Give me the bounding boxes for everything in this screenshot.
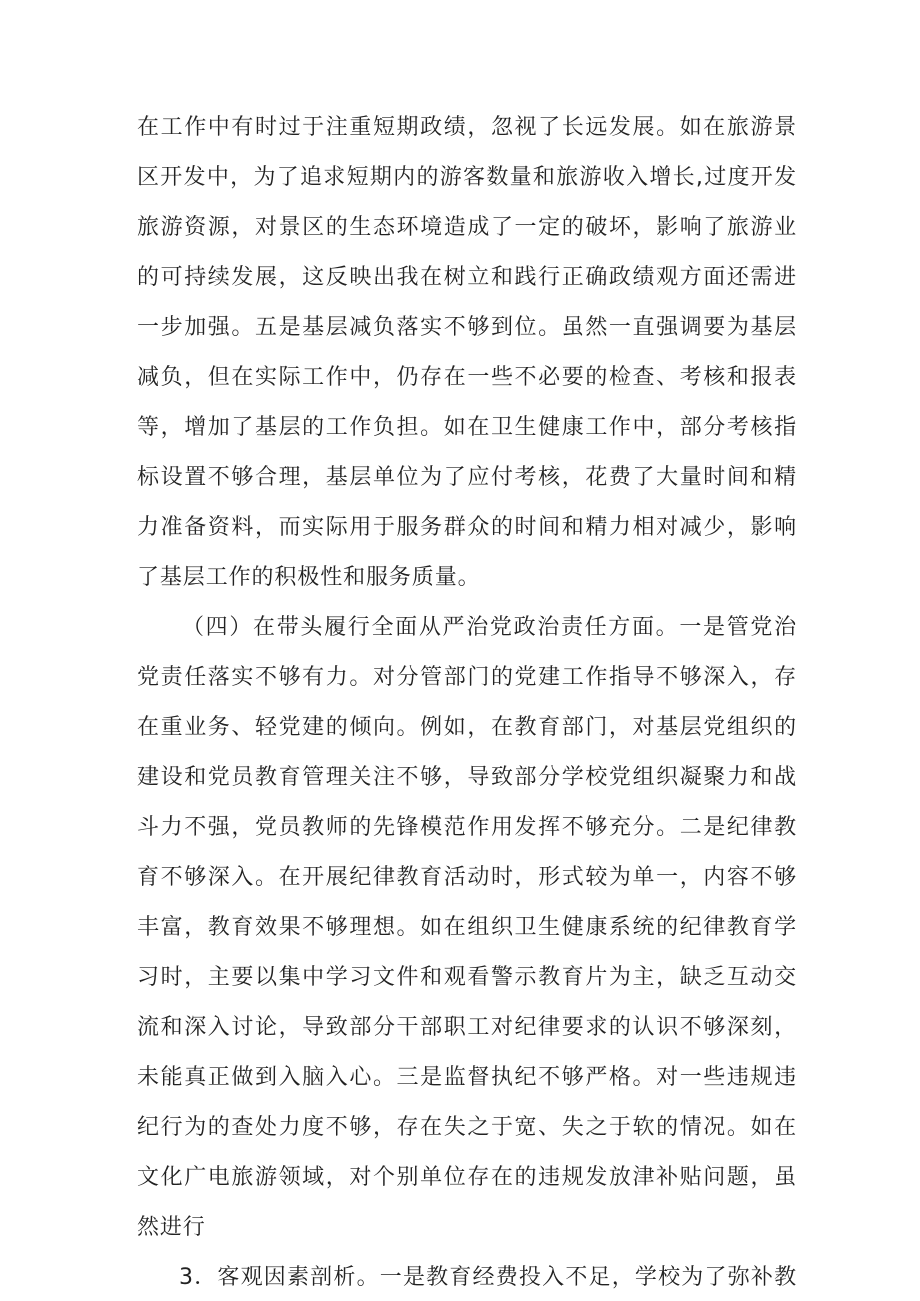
text-line: 丰富，教育效果不够理想。如在组织卫生健康系统的纪律教育学 bbox=[137, 915, 797, 940]
text-line: 育不够深入。在开展纪律教育活动时，形式较为单一，内容不够 bbox=[137, 865, 797, 890]
text-line: 了基层工作的积极性和服务质量。 bbox=[137, 565, 481, 590]
section-heading-line: （四）在带头履行全面从严治党政治责任方面。一是管党治 bbox=[182, 615, 797, 640]
text-line: 未能真正做到入脑入心。三是监督执纪不够严格。对一些违规违 bbox=[137, 1065, 797, 1090]
text-line: 旅游资源，对景区的生态环境造成了一定的破坏，影响了旅游业 bbox=[137, 215, 797, 240]
text-line: 区开发中，为了追求短期内的游客数量和旅游收入增长,过度开发 bbox=[137, 165, 797, 190]
text-line: 减负，但在实际工作中，仍存在一些不必要的检查、考核和报表 bbox=[137, 365, 797, 390]
text-line: 文化广电旅游领域，对个别单位存在的违规发放津补贴问题，虽 bbox=[137, 1165, 797, 1190]
text-line: 流和深入讨论，导致部分干部职工对纪律要求的认识不够深刻， bbox=[137, 1015, 797, 1040]
text-line: 在工作中有时过于注重短期政绩，忽视了长远发展。如在旅游景 bbox=[137, 115, 797, 140]
numbered-heading-line: 3．客观因素剖析。一是教育经费投入不足，学校为了弥补教 bbox=[179, 1265, 797, 1290]
text-line: 党责任落实不够有力。对分管部门的党建工作指导不够深入，存 bbox=[137, 665, 797, 690]
text-line: 斗力不强，党员教师的先锋模范作用发挥不够充分。二是纪律教 bbox=[137, 815, 797, 840]
text-line: 等，增加了基层的工作负担。如在卫生健康工作中，部分考核指 bbox=[137, 415, 797, 440]
text-line: 纪行为的查处力度不够，存在失之于宽、失之于软的情况。如在 bbox=[137, 1115, 797, 1140]
text-line: 力准备资料，而实际用于服务群众的时间和精力相对减少，影响 bbox=[137, 515, 797, 540]
text-line: 在重业务、轻党建的倾向。例如，在教育部门，对基层党组织的 bbox=[137, 715, 797, 740]
text-line: 然进行 bbox=[137, 1215, 206, 1240]
text-line: 建设和党员教育管理关注不够，导致部分学校党组织凝聚力和战 bbox=[137, 765, 797, 790]
text-line: 的可持续发展，这反映出我在树立和践行正确政绩观方面还需进 bbox=[137, 265, 797, 290]
text-line: 一步加强。五是基层减负落实不够到位。虽然一直强调要为基层 bbox=[137, 315, 797, 340]
text-line: 习时，主要以集中学习文件和观看警示教育片为主，缺乏互动交 bbox=[137, 965, 797, 990]
text-line: 标设置不够合理，基层单位为了应付考核，花费了大量时间和精 bbox=[137, 465, 797, 490]
